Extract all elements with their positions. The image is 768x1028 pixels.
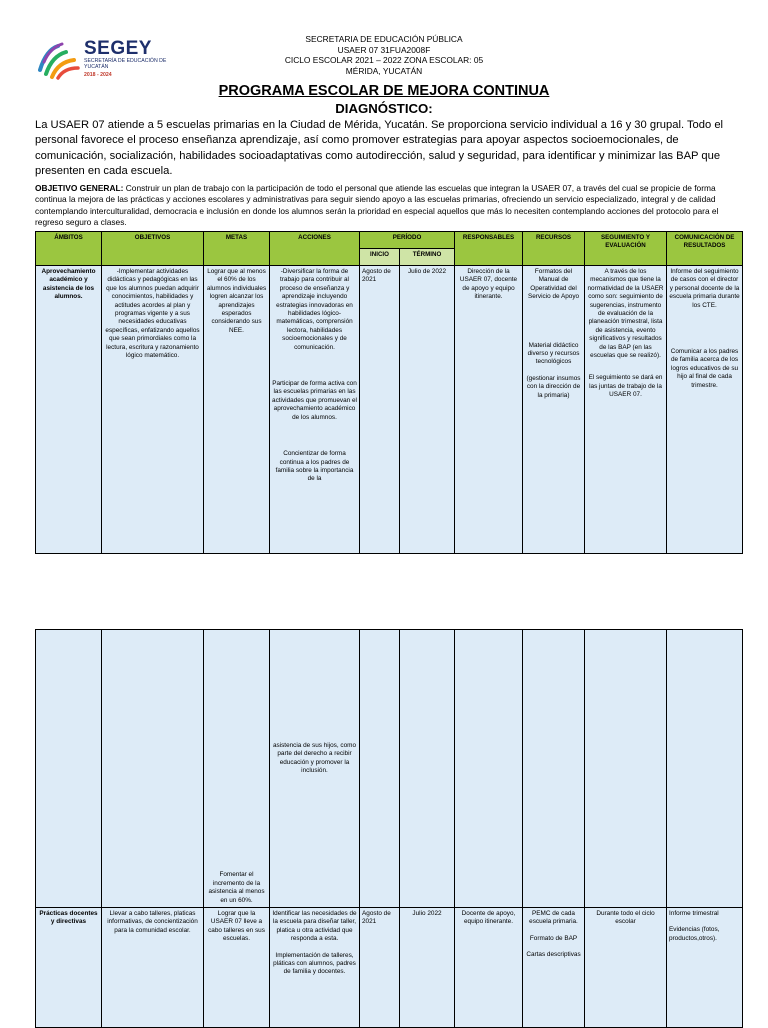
row2-comunicacion	[667, 908, 743, 1028]
row2-termino: Julio 2022	[400, 908, 455, 1028]
header-periodo: PERÍODO	[360, 232, 455, 249]
intro-paragraph: La USAER 07 atiende a 5 escuelas primarias en la Ciudad de Mérida, Yucatán. Se proporciona servicio individual a 16 y 30 grupal. Todo el personal favorece el proceso enseñanza aprendizaje, así como promover estrategias para apoyar aspectos socioemocionales, de comunicación, socialización, habilidades socioadaptativas como autodirección, salud y seguridad, para identificar y minimizar las BAP que presenten en cada escuela.	[35, 119, 724, 178]
logo-years: 2018 - 2024	[84, 72, 112, 78]
objetivo-text: Construir un plan de trabajo con la participación de todo el personal que atiende las escuelas que integran la USAER 07, a través del cual se propicie de forma continua la mejora de las prácticas y acciones escolares y administrativas para seguir siendo apoyo a las escuelas primarias, ofreciendo un servicio especializado, integral y de calidad contemplando interculturalidad, democracia e inclusión en donde los alumnos serán la prioridad en especial aquellos que más lo necesiten contemplando acciones del protocolo para el regreso seguro a clases.	[35, 183, 719, 228]
row1-comunicacion-1: Informe del seguimiento de casos con el director y personal docente de la escuela primaria durante los CTE.	[669, 268, 740, 309]
row2-acciones	[270, 908, 360, 1028]
header-line-4: MÉRIDA, YUCATÁN	[345, 65, 423, 76]
header-recursos: RECURSOS	[523, 232, 585, 266]
row1-recurso-1: Formatos del Manual de Operatividad del Servicio de Apoyo	[527, 268, 580, 301]
row2-recurso-3: Cartas descriptivas	[526, 951, 581, 959]
row1-cont-comunicacion	[667, 630, 743, 908]
row2-seguimiento: Durante todo el ciclo escolar	[585, 908, 667, 1028]
row1-cont-termino	[400, 630, 455, 908]
row2-recursos	[523, 908, 585, 1028]
header-objetivos: OBJETIVOS	[102, 232, 204, 266]
row1-termino: Julio de 2022	[400, 266, 455, 554]
logo-title: SEGEY	[84, 38, 152, 59]
program-title: PROGRAMA ESCOLAR DE MEJORA CONTINUA	[218, 83, 550, 99]
plan-table	[35, 231, 743, 554]
row1-seguimiento	[585, 266, 667, 554]
row1-cont-accion: asistencia de sus hijos, como parte del derecho a recibir educación y promover la inclusión.	[272, 742, 357, 775]
row1-cont-responsables	[455, 630, 523, 908]
header-acciones: ACCIONES	[270, 232, 360, 266]
row2-recurso-2: Formato de BAP	[529, 934, 578, 942]
row1-accion-1: -Diversificar la forma de trabajo para contribuir al proceso de enseñanza y aprendizaje incluyendo estrategias innovadoras en habilidades lógico-matemáticas, comprensión lectora, habilidades socioemocionales y de comunicación.	[276, 268, 353, 351]
header-ambitos: ÁMBITOS	[36, 232, 102, 266]
row1-recurso-3: (gestionar insumos con la dirección de la primaria)	[526, 374, 581, 399]
row1-acciones	[270, 266, 360, 554]
row1-responsables: Dirección de la USAER 07, docente de apoyo y equipo itinerante.	[455, 266, 523, 554]
row1-inicio: Agosto de 2021	[360, 266, 400, 554]
segey-logo	[36, 38, 176, 84]
diagnostic-title: DIAGNÓSTICO:	[335, 101, 433, 116]
header-block	[234, 34, 534, 76]
objetivo-label: OBJETIVO GENERAL:	[35, 183, 124, 193]
row1-comunicacion	[667, 266, 743, 554]
objetivo-general	[35, 183, 743, 229]
row1-objetivos: -Implementar actividades didácticas y pedagógicas en las que los alumnos puedan adquirir conocimientos, habilidades y actitudes acordes al plan y programas vigente y a sus necesidades educativas específicas, enfatizando aquellos que sean primordiales como la lectura, escritura y razonamiento lógico matemático.	[102, 266, 204, 554]
header-responsables: RESPONSABLES	[455, 232, 523, 266]
row2-accion-1: Identificar las necesidades de la escuela para diseñar taller, platica u otra actividad que responda a esta.	[272, 910, 357, 943]
row1-recursos	[523, 266, 585, 554]
row1-accion-2: Participar de forma activa con las escuelas primarias en las actividades que promuevan el aprovechamiento académico de los alumnos.	[272, 380, 357, 421]
row2-recurso-1: PEMC de cada escuela primaria.	[529, 910, 578, 926]
header-line-2: USAER 07 31FUA2008F	[337, 44, 431, 55]
row2-accion-2: Implementación de talleres, pláticas con alumnos, padres de familia y docentes.	[273, 951, 356, 976]
row1-cont-metas: Fomentar el incremento de la asistencia al menos en un 60%.	[204, 630, 270, 908]
row2-objetivos: Llevar a cabo talleres, platicas informativas, de concientización para la comunidad escolar.	[102, 908, 204, 1028]
header-seguimiento: SEGUIMIENTO Y EVALUACIÓN	[585, 232, 667, 266]
segey-logo-icon	[36, 40, 80, 80]
row2-comunicacion-2: Evidencias (fotos, productos,otros).	[669, 926, 720, 942]
header-comunicacion: COMUNICACIÓN DE RESULTADOS	[667, 232, 743, 266]
row1-accion-3: Concientizar de forma continua a los padres de familia sobre la importancia de la	[275, 450, 354, 483]
row1-cont-inicio	[360, 630, 400, 908]
row2-responsables: Docente de apoyo, equipo itinerante.	[455, 908, 523, 1028]
row1-seguimiento-2: El seguimiento se dará en las juntas de trabajo de la USAER 07.	[588, 374, 663, 399]
row1-cont-ambito	[36, 630, 102, 908]
plan-table-continued	[35, 629, 743, 1028]
logo-subtitle: SECRETARÍA DE EDUCACIÓN DE YUCATÁN	[84, 58, 167, 70]
row1-cont-acciones	[270, 630, 360, 908]
row1-ambito: Aprovechamiento académico y asistencia de los alumnos.	[36, 266, 102, 554]
header-termino: TÉRMINO	[400, 249, 455, 266]
row2-inicio: Agosto de 2021	[360, 908, 400, 1028]
row1-metas: Lograr que al menos el 60% de los alumnos individuales logren alcanzar los aprendizajes esperados considerando sus NEE.	[204, 266, 270, 554]
row1-recurso-2: Material didáctico diverso y recursos tecnológicos	[527, 341, 580, 366]
row1-seguimiento-1: A través de los mecanismos que tiene la normatividad de la USAER como son: seguimiento de sugerencias, instrumento de evaluación de la planeación trimestral, lista de asistencia, evento significativos y resultados de las BAP (en las escuelas que se realizó).	[587, 268, 664, 360]
header-line-3: CICLO ESCOLAR 2021 – 2022 ZONA ESCOLAR: 05	[284, 55, 484, 65]
header-metas: METAS	[204, 232, 270, 266]
row1-cont-seguimiento	[585, 630, 667, 908]
row2-ambito: Prácticas docentes y directivas	[36, 908, 102, 1028]
row1-cont-recursos	[523, 630, 585, 908]
header-inicio: INICIO	[360, 249, 400, 266]
row1-comunicacion-2: Comunicar a los padres de familia acerca de los logros educativos de su hijo al final de cada trimestre.	[670, 348, 739, 389]
header-line-1: SECRETARIA DE EDUCACIÓN PÚBLICA	[305, 34, 463, 44]
row1-cont-objetivos	[102, 630, 204, 908]
row2-metas: Lograr que la USAER 07 lleve a cabo talleres en sus escuelas.	[204, 908, 270, 1028]
row2-comunicacion-1: Informe trimestral	[669, 910, 719, 917]
